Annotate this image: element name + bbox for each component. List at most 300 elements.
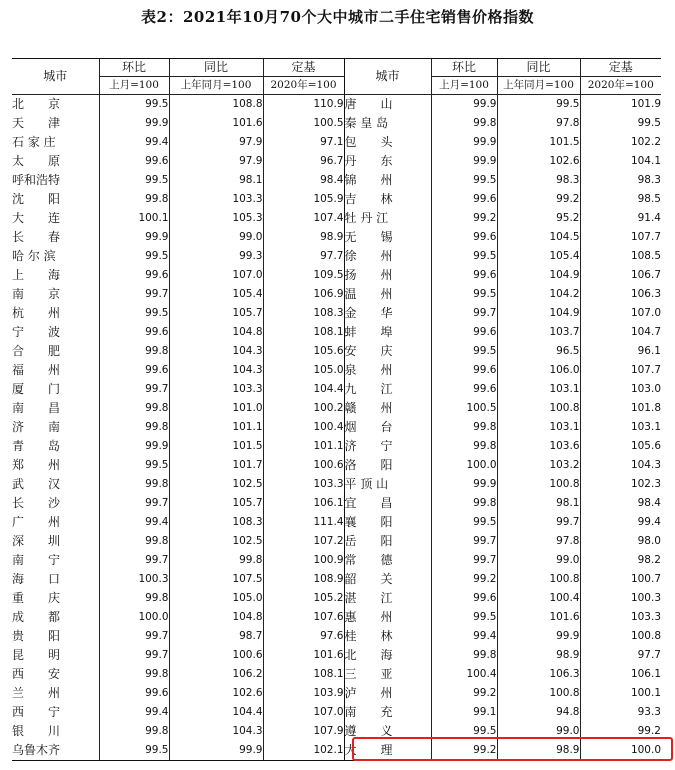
- right-mom-cell: 99.6: [431, 361, 497, 380]
- right-yoy-cell: 106.3: [497, 665, 580, 684]
- table-row: [12, 190, 661, 209]
- left-base-cell: 97.1: [263, 133, 344, 152]
- left-base-cell: 108.9: [263, 570, 344, 589]
- right-mom-cell: 99.9: [431, 475, 497, 494]
- right-city-cell: 常 德: [344, 551, 431, 570]
- left-yoy-cell: 100.6: [169, 646, 263, 665]
- right-mom-cell: 99.8: [431, 114, 497, 133]
- left-mom-cell: 99.8: [99, 589, 169, 608]
- right-city-cell: 无 锡: [344, 228, 431, 247]
- left-base-cell: 102.1: [263, 741, 344, 761]
- right-city-cell: 平 顶 山: [344, 475, 431, 494]
- left-city-cell: 宁 波: [12, 325, 61, 339]
- table-row: [12, 285, 661, 304]
- table-row: [12, 171, 661, 190]
- left-base-cell: 96.7: [263, 152, 344, 171]
- yoy-subheader-left: 上年同月=100: [169, 77, 263, 95]
- table-row: [12, 684, 661, 703]
- right-yoy-cell: 99.7: [497, 513, 580, 532]
- left-yoy-cell: 101.5: [169, 437, 263, 456]
- left-mom-cell: 99.6: [99, 152, 169, 171]
- table-row: [12, 665, 661, 684]
- left-city-cell: 广 州: [12, 515, 61, 529]
- right-city-cell: 洛 阳: [344, 456, 431, 475]
- right-city-cell: 锦 州: [344, 171, 431, 190]
- left-city-cell: 长 春: [12, 230, 61, 244]
- left-city-cell: 青 岛: [12, 439, 61, 453]
- table-row: [12, 570, 661, 589]
- right-base-cell: 106.3: [580, 285, 661, 304]
- left-mom-cell: 99.8: [99, 722, 169, 741]
- right-base-cell: 107.7: [580, 228, 661, 247]
- right-yoy-cell: 105.4: [497, 247, 580, 266]
- left-city-cell: 乌鲁木齐: [12, 741, 99, 761]
- right-mom-cell: 99.5: [431, 722, 497, 741]
- right-mom-cell: 99.8: [431, 418, 497, 437]
- left-mom-cell: 99.7: [99, 551, 169, 570]
- right-base-cell: 96.1: [580, 342, 661, 361]
- right-city-cell: 北 海: [344, 646, 431, 665]
- table-row: [12, 456, 661, 475]
- city-header-right: 城市: [344, 59, 431, 95]
- right-mom-cell: 99.2: [431, 209, 497, 228]
- left-city-cell: 深 圳: [12, 534, 61, 548]
- left-city-cell: 哈 尔 滨: [12, 249, 56, 263]
- left-city-cell: 贵 阳: [12, 629, 61, 643]
- left-city-cell: 西 安: [12, 667, 61, 681]
- left-mom-cell: 99.6: [99, 361, 169, 380]
- right-mom-cell: 99.5: [431, 247, 497, 266]
- right-base-cell: 99.5: [580, 114, 661, 133]
- table-row: [12, 703, 661, 722]
- left-base-cell: 107.0: [263, 703, 344, 722]
- left-yoy-cell: 98.1: [169, 171, 263, 190]
- right-base-cell: 100.1: [580, 684, 661, 703]
- right-yoy-cell: 104.9: [497, 266, 580, 285]
- table-row: [12, 494, 661, 513]
- right-city-cell: 唐 山: [344, 95, 431, 115]
- right-city-cell: 桂 林: [344, 627, 431, 646]
- table-row: [12, 608, 661, 627]
- left-mom-cell: 100.3: [99, 570, 169, 589]
- right-city-cell: 烟 台: [344, 418, 431, 437]
- table-row: [12, 133, 661, 152]
- left-base-cell: 108.1: [263, 665, 344, 684]
- left-yoy-cell: 101.6: [169, 114, 263, 133]
- right-base-cell: 100.3: [580, 589, 661, 608]
- right-yoy-cell: 98.9: [497, 646, 580, 665]
- right-base-cell: 97.7: [580, 646, 661, 665]
- left-mom-cell: 99.8: [99, 665, 169, 684]
- right-base-cell: 104.3: [580, 456, 661, 475]
- right-yoy-cell: 97.8: [497, 532, 580, 551]
- left-mom-cell: 100.1: [99, 209, 169, 228]
- table-row: [12, 551, 661, 570]
- right-mom-cell: 99.6: [431, 190, 497, 209]
- left-yoy-cell: 107.0: [169, 266, 263, 285]
- left-yoy-cell: 97.9: [169, 152, 263, 171]
- left-mom-cell: 99.8: [99, 190, 169, 209]
- right-mom-cell: 99.7: [431, 532, 497, 551]
- left-base-cell: 101.1: [263, 437, 344, 456]
- base-subheader-right: 2020年=100: [580, 77, 661, 95]
- right-mom-cell: 100.5: [431, 399, 497, 418]
- right-base-cell: 107.7: [580, 361, 661, 380]
- right-base-cell: 106.1: [580, 665, 661, 684]
- right-mom-cell: 99.9: [431, 133, 497, 152]
- right-city-cell: 牡 丹 江: [344, 209, 431, 228]
- right-base-cell: 108.5: [580, 247, 661, 266]
- left-yoy-cell: 104.3: [169, 722, 263, 741]
- table-row: [12, 513, 661, 532]
- table-row: [12, 152, 661, 171]
- right-city-cell: 蚌 埠: [344, 323, 431, 342]
- left-yoy-cell: 102.5: [169, 475, 263, 494]
- left-city-cell: 呼和浩特: [12, 173, 61, 187]
- right-mom-cell: 99.2: [431, 570, 497, 589]
- left-yoy-cell: 102.5: [169, 532, 263, 551]
- left-base-cell: 105.9: [263, 190, 344, 209]
- yoy-header-left: 同比: [169, 59, 263, 77]
- left-mom-cell: 99.5: [99, 304, 169, 323]
- left-base-cell: 107.6: [263, 608, 344, 627]
- right-base-cell: 91.4: [580, 209, 661, 228]
- left-base-cell: 98.4: [263, 171, 344, 190]
- right-base-cell: 98.0: [580, 532, 661, 551]
- right-base-cell: 103.3: [580, 608, 661, 627]
- left-mom-cell: 99.7: [99, 380, 169, 399]
- right-yoy-cell: 95.2: [497, 209, 580, 228]
- mom-subheader-left: 上月=100: [99, 77, 169, 95]
- right-base-cell: 98.2: [580, 551, 661, 570]
- left-mom-cell: 99.5: [99, 247, 169, 266]
- left-city-cell: 武 汉: [12, 477, 61, 491]
- right-yoy-cell: 100.8: [497, 399, 580, 418]
- right-city-cell: 岳 阳: [344, 532, 431, 551]
- left-mom-cell: 99.9: [99, 114, 169, 133]
- left-yoy-cell: 103.3: [169, 380, 263, 399]
- left-mom-cell: 99.7: [99, 285, 169, 304]
- left-mom-cell: 99.6: [99, 266, 169, 285]
- base-header-right: 定基: [580, 59, 661, 77]
- table-row: [12, 418, 661, 437]
- right-yoy-cell: 100.8: [497, 475, 580, 494]
- left-base-cell: 103.3: [263, 475, 344, 494]
- left-yoy-cell: 104.8: [169, 608, 263, 627]
- left-yoy-cell: 102.6: [169, 684, 263, 703]
- left-base-cell: 103.9: [263, 684, 344, 703]
- right-yoy-cell: 100.8: [497, 684, 580, 703]
- table-row: [12, 304, 661, 323]
- right-base-cell: 107.0: [580, 304, 661, 323]
- right-mom-cell: 99.8: [431, 646, 497, 665]
- right-city-cell: 惠 州: [344, 608, 431, 627]
- mom-header-right: 环比: [431, 59, 497, 77]
- left-city-cell: 厦 门: [12, 382, 61, 396]
- left-city-cell: 济 南: [12, 420, 61, 434]
- left-yoy-cell: 104.8: [169, 323, 263, 342]
- left-mom-cell: 99.9: [99, 228, 169, 247]
- right-city-cell: 泉 州: [344, 361, 431, 380]
- right-mom-cell: 99.6: [431, 380, 497, 399]
- left-mom-cell: 99.8: [99, 399, 169, 418]
- left-base-cell: 108.3: [263, 304, 344, 323]
- left-yoy-cell: 104.3: [169, 342, 263, 361]
- right-yoy-cell: 102.6: [497, 152, 580, 171]
- table-row: [12, 627, 661, 646]
- left-mom-cell: 99.8: [99, 342, 169, 361]
- left-yoy-cell: 99.8: [169, 551, 263, 570]
- left-city-cell: 银 川: [12, 724, 61, 738]
- left-city-cell: 成 都: [12, 610, 61, 624]
- right-yoy-cell: 103.6: [497, 437, 580, 456]
- left-city-cell: 杭 州: [12, 306, 61, 320]
- right-yoy-cell: 99.0: [497, 722, 580, 741]
- right-base-cell: 98.4: [580, 494, 661, 513]
- right-city-cell: 泸 州: [344, 684, 431, 703]
- left-yoy-cell: 107.5: [169, 570, 263, 589]
- left-mom-cell: 99.6: [99, 684, 169, 703]
- left-mom-cell: 99.5: [99, 171, 169, 190]
- table-row: [12, 228, 661, 247]
- right-mom-cell: 99.6: [431, 323, 497, 342]
- right-mom-cell: 99.2: [431, 741, 497, 761]
- right-yoy-cell: 100.4: [497, 589, 580, 608]
- left-base-cell: 100.9: [263, 551, 344, 570]
- right-mom-cell: 99.8: [431, 437, 497, 456]
- left-city-cell: 长 沙: [12, 496, 61, 510]
- left-yoy-cell: 108.8: [169, 95, 263, 115]
- right-city-cell: 大 理: [344, 741, 431, 761]
- left-yoy-cell: 105.4: [169, 285, 263, 304]
- right-base-cell: 99.2: [580, 722, 661, 741]
- left-base-cell: 111.4: [263, 513, 344, 532]
- right-mom-cell: 99.7: [431, 551, 497, 570]
- highlight-box: [352, 737, 673, 761]
- left-base-cell: 105.0: [263, 361, 344, 380]
- right-mom-cell: 99.4: [431, 627, 497, 646]
- right-yoy-cell: 99.2: [497, 190, 580, 209]
- right-city-cell: 南 充: [344, 703, 431, 722]
- left-base-cell: 110.9: [263, 95, 344, 115]
- table-body: [12, 95, 661, 761]
- mom-subheader-right: 上月=100: [431, 77, 497, 95]
- right-yoy-cell: 94.8: [497, 703, 580, 722]
- table-row: [12, 380, 661, 399]
- right-yoy-cell: 100.8: [497, 570, 580, 589]
- left-mom-cell: 99.7: [99, 494, 169, 513]
- table-row: [12, 532, 661, 551]
- left-yoy-cell: 104.3: [169, 361, 263, 380]
- right-base-cell: 102.2: [580, 133, 661, 152]
- left-mom-cell: 99.4: [99, 703, 169, 722]
- left-yoy-cell: 97.9: [169, 133, 263, 152]
- left-mom-cell: 99.9: [99, 437, 169, 456]
- left-mom-cell: 99.8: [99, 532, 169, 551]
- left-base-cell: 106.1: [263, 494, 344, 513]
- right-city-cell: 安 庆: [344, 342, 431, 361]
- left-city-cell: 南 宁: [12, 553, 61, 567]
- table-row: [12, 95, 661, 115]
- right-city-cell: 秦 皇 岛: [344, 114, 431, 133]
- base-subheader-left: 2020年=100: [263, 77, 344, 95]
- right-mom-cell: 99.5: [431, 342, 497, 361]
- right-city-cell: 韶 关: [344, 570, 431, 589]
- left-mom-cell: 99.7: [99, 627, 169, 646]
- left-city-cell: 南 昌: [12, 401, 61, 415]
- table-row: [12, 247, 661, 266]
- right-mom-cell: 99.6: [431, 266, 497, 285]
- left-base-cell: 105.6: [263, 342, 344, 361]
- left-mom-cell: 99.5: [99, 456, 169, 475]
- left-yoy-cell: 98.7: [169, 627, 263, 646]
- left-yoy-cell: 105.3: [169, 209, 263, 228]
- left-mom-cell: 99.5: [99, 741, 169, 761]
- right-city-cell: 宜 昌: [344, 494, 431, 513]
- left-base-cell: 100.2: [263, 399, 344, 418]
- left-city-cell: 昆 明: [12, 648, 61, 662]
- right-city-cell: 包 头: [344, 133, 431, 152]
- left-base-cell: 101.6: [263, 646, 344, 665]
- right-yoy-cell: 104.2: [497, 285, 580, 304]
- left-city-cell: 北 京: [12, 97, 61, 111]
- right-mom-cell: 99.6: [431, 589, 497, 608]
- right-city-cell: 济 宁: [344, 437, 431, 456]
- right-yoy-cell: 101.5: [497, 133, 580, 152]
- left-yoy-cell: 105.7: [169, 494, 263, 513]
- city-header-left: 城市: [12, 59, 99, 95]
- right-mom-cell: 100.0: [431, 456, 497, 475]
- table-row: [12, 399, 661, 418]
- left-yoy-cell: 101.7: [169, 456, 263, 475]
- right-yoy-cell: 103.7: [497, 323, 580, 342]
- right-yoy-cell: 98.3: [497, 171, 580, 190]
- right-yoy-cell: 104.9: [497, 304, 580, 323]
- left-mom-cell: 99.5: [99, 95, 169, 115]
- right-base-cell: 104.7: [580, 323, 661, 342]
- left-base-cell: 97.6: [263, 627, 344, 646]
- left-base-cell: 107.9: [263, 722, 344, 741]
- left-city-cell: 重 庆: [12, 591, 61, 605]
- right-yoy-cell: 97.8: [497, 114, 580, 133]
- left-yoy-cell: 105.7: [169, 304, 263, 323]
- right-mom-cell: 99.1: [431, 703, 497, 722]
- left-city-cell: 西 宁: [12, 705, 61, 719]
- right-yoy-cell: 104.5: [497, 228, 580, 247]
- right-city-cell: 襄 阳: [344, 513, 431, 532]
- left-mom-cell: 99.8: [99, 418, 169, 437]
- left-base-cell: 100.4: [263, 418, 344, 437]
- right-mom-cell: 99.5: [431, 608, 497, 627]
- left-yoy-cell: 99.3: [169, 247, 263, 266]
- right-base-cell: 100.7: [580, 570, 661, 589]
- right-city-cell: 徐 州: [344, 247, 431, 266]
- table-row: [12, 646, 661, 665]
- right-yoy-cell: 99.5: [497, 95, 580, 115]
- yoy-subheader-right: 上年同月=100: [497, 77, 580, 95]
- price-index-table: [12, 58, 661, 761]
- table-row: [12, 437, 661, 456]
- left-yoy-cell: 108.3: [169, 513, 263, 532]
- left-yoy-cell: 99.9: [169, 741, 263, 761]
- left-mom-cell: 100.0: [99, 608, 169, 627]
- right-yoy-cell: 106.0: [497, 361, 580, 380]
- table-row: [12, 589, 661, 608]
- left-city-cell: 福 州: [12, 363, 61, 377]
- right-base-cell: 104.1: [580, 152, 661, 171]
- right-mom-cell: 99.9: [431, 152, 497, 171]
- left-base-cell: 107.2: [263, 532, 344, 551]
- right-city-cell: 扬 州: [344, 266, 431, 285]
- right-base-cell: 100.8: [580, 627, 661, 646]
- table-row: [12, 266, 661, 285]
- right-base-cell: 100.0: [580, 741, 661, 761]
- left-city-cell: 石 家 庄: [12, 135, 56, 149]
- right-mom-cell: 99.2: [431, 684, 497, 703]
- yoy-header-right: 同比: [497, 59, 580, 77]
- right-mom-cell: 99.6: [431, 228, 497, 247]
- right-base-cell: 103.0: [580, 380, 661, 399]
- left-city-cell: 郑 州: [12, 458, 61, 472]
- right-base-cell: 102.3: [580, 475, 661, 494]
- right-yoy-cell: 98.9: [497, 741, 580, 761]
- right-yoy-cell: 101.6: [497, 608, 580, 627]
- right-base-cell: 101.8: [580, 399, 661, 418]
- left-base-cell: 98.9: [263, 228, 344, 247]
- left-mom-cell: 99.6: [99, 323, 169, 342]
- right-mom-cell: 99.8: [431, 494, 497, 513]
- left-base-cell: 97.7: [263, 247, 344, 266]
- mom-header-left: 环比: [99, 59, 169, 77]
- left-mom-cell: 99.7: [99, 646, 169, 665]
- right-mom-cell: 99.7: [431, 304, 497, 323]
- left-base-cell: 109.5: [263, 266, 344, 285]
- right-base-cell: 98.3: [580, 171, 661, 190]
- right-city-cell: 九 江: [344, 380, 431, 399]
- left-yoy-cell: 103.3: [169, 190, 263, 209]
- right-city-cell: 温 州: [344, 285, 431, 304]
- right-city-cell: 三 亚: [344, 665, 431, 684]
- right-mom-cell: 99.5: [431, 513, 497, 532]
- left-base-cell: 107.4: [263, 209, 344, 228]
- right-city-cell: 湛 江: [344, 589, 431, 608]
- left-city-cell: 大 连: [12, 211, 61, 225]
- right-mom-cell: 99.5: [431, 285, 497, 304]
- right-base-cell: 99.4: [580, 513, 661, 532]
- table-row: [12, 361, 661, 380]
- left-yoy-cell: 106.2: [169, 665, 263, 684]
- left-city-cell: 太 原: [12, 154, 61, 168]
- right-city-cell: 吉 林: [344, 190, 431, 209]
- left-base-cell: 104.4: [263, 380, 344, 399]
- left-yoy-cell: 104.4: [169, 703, 263, 722]
- right-mom-cell: 99.5: [431, 171, 497, 190]
- left-city-cell: 天 津: [12, 116, 61, 130]
- base-header-left: 定基: [263, 59, 344, 77]
- table-row: [12, 475, 661, 494]
- right-yoy-cell: 99.0: [497, 551, 580, 570]
- right-city-cell: 赣 州: [344, 399, 431, 418]
- right-base-cell: 93.3: [580, 703, 661, 722]
- left-mom-cell: 99.4: [99, 133, 169, 152]
- table-row: [12, 209, 661, 228]
- left-city-cell: 海 口: [12, 572, 61, 586]
- left-yoy-cell: 99.0: [169, 228, 263, 247]
- left-mom-cell: 99.8: [99, 475, 169, 494]
- right-base-cell: 101.9: [580, 95, 661, 115]
- right-base-cell: 103.1: [580, 418, 661, 437]
- right-yoy-cell: 98.1: [497, 494, 580, 513]
